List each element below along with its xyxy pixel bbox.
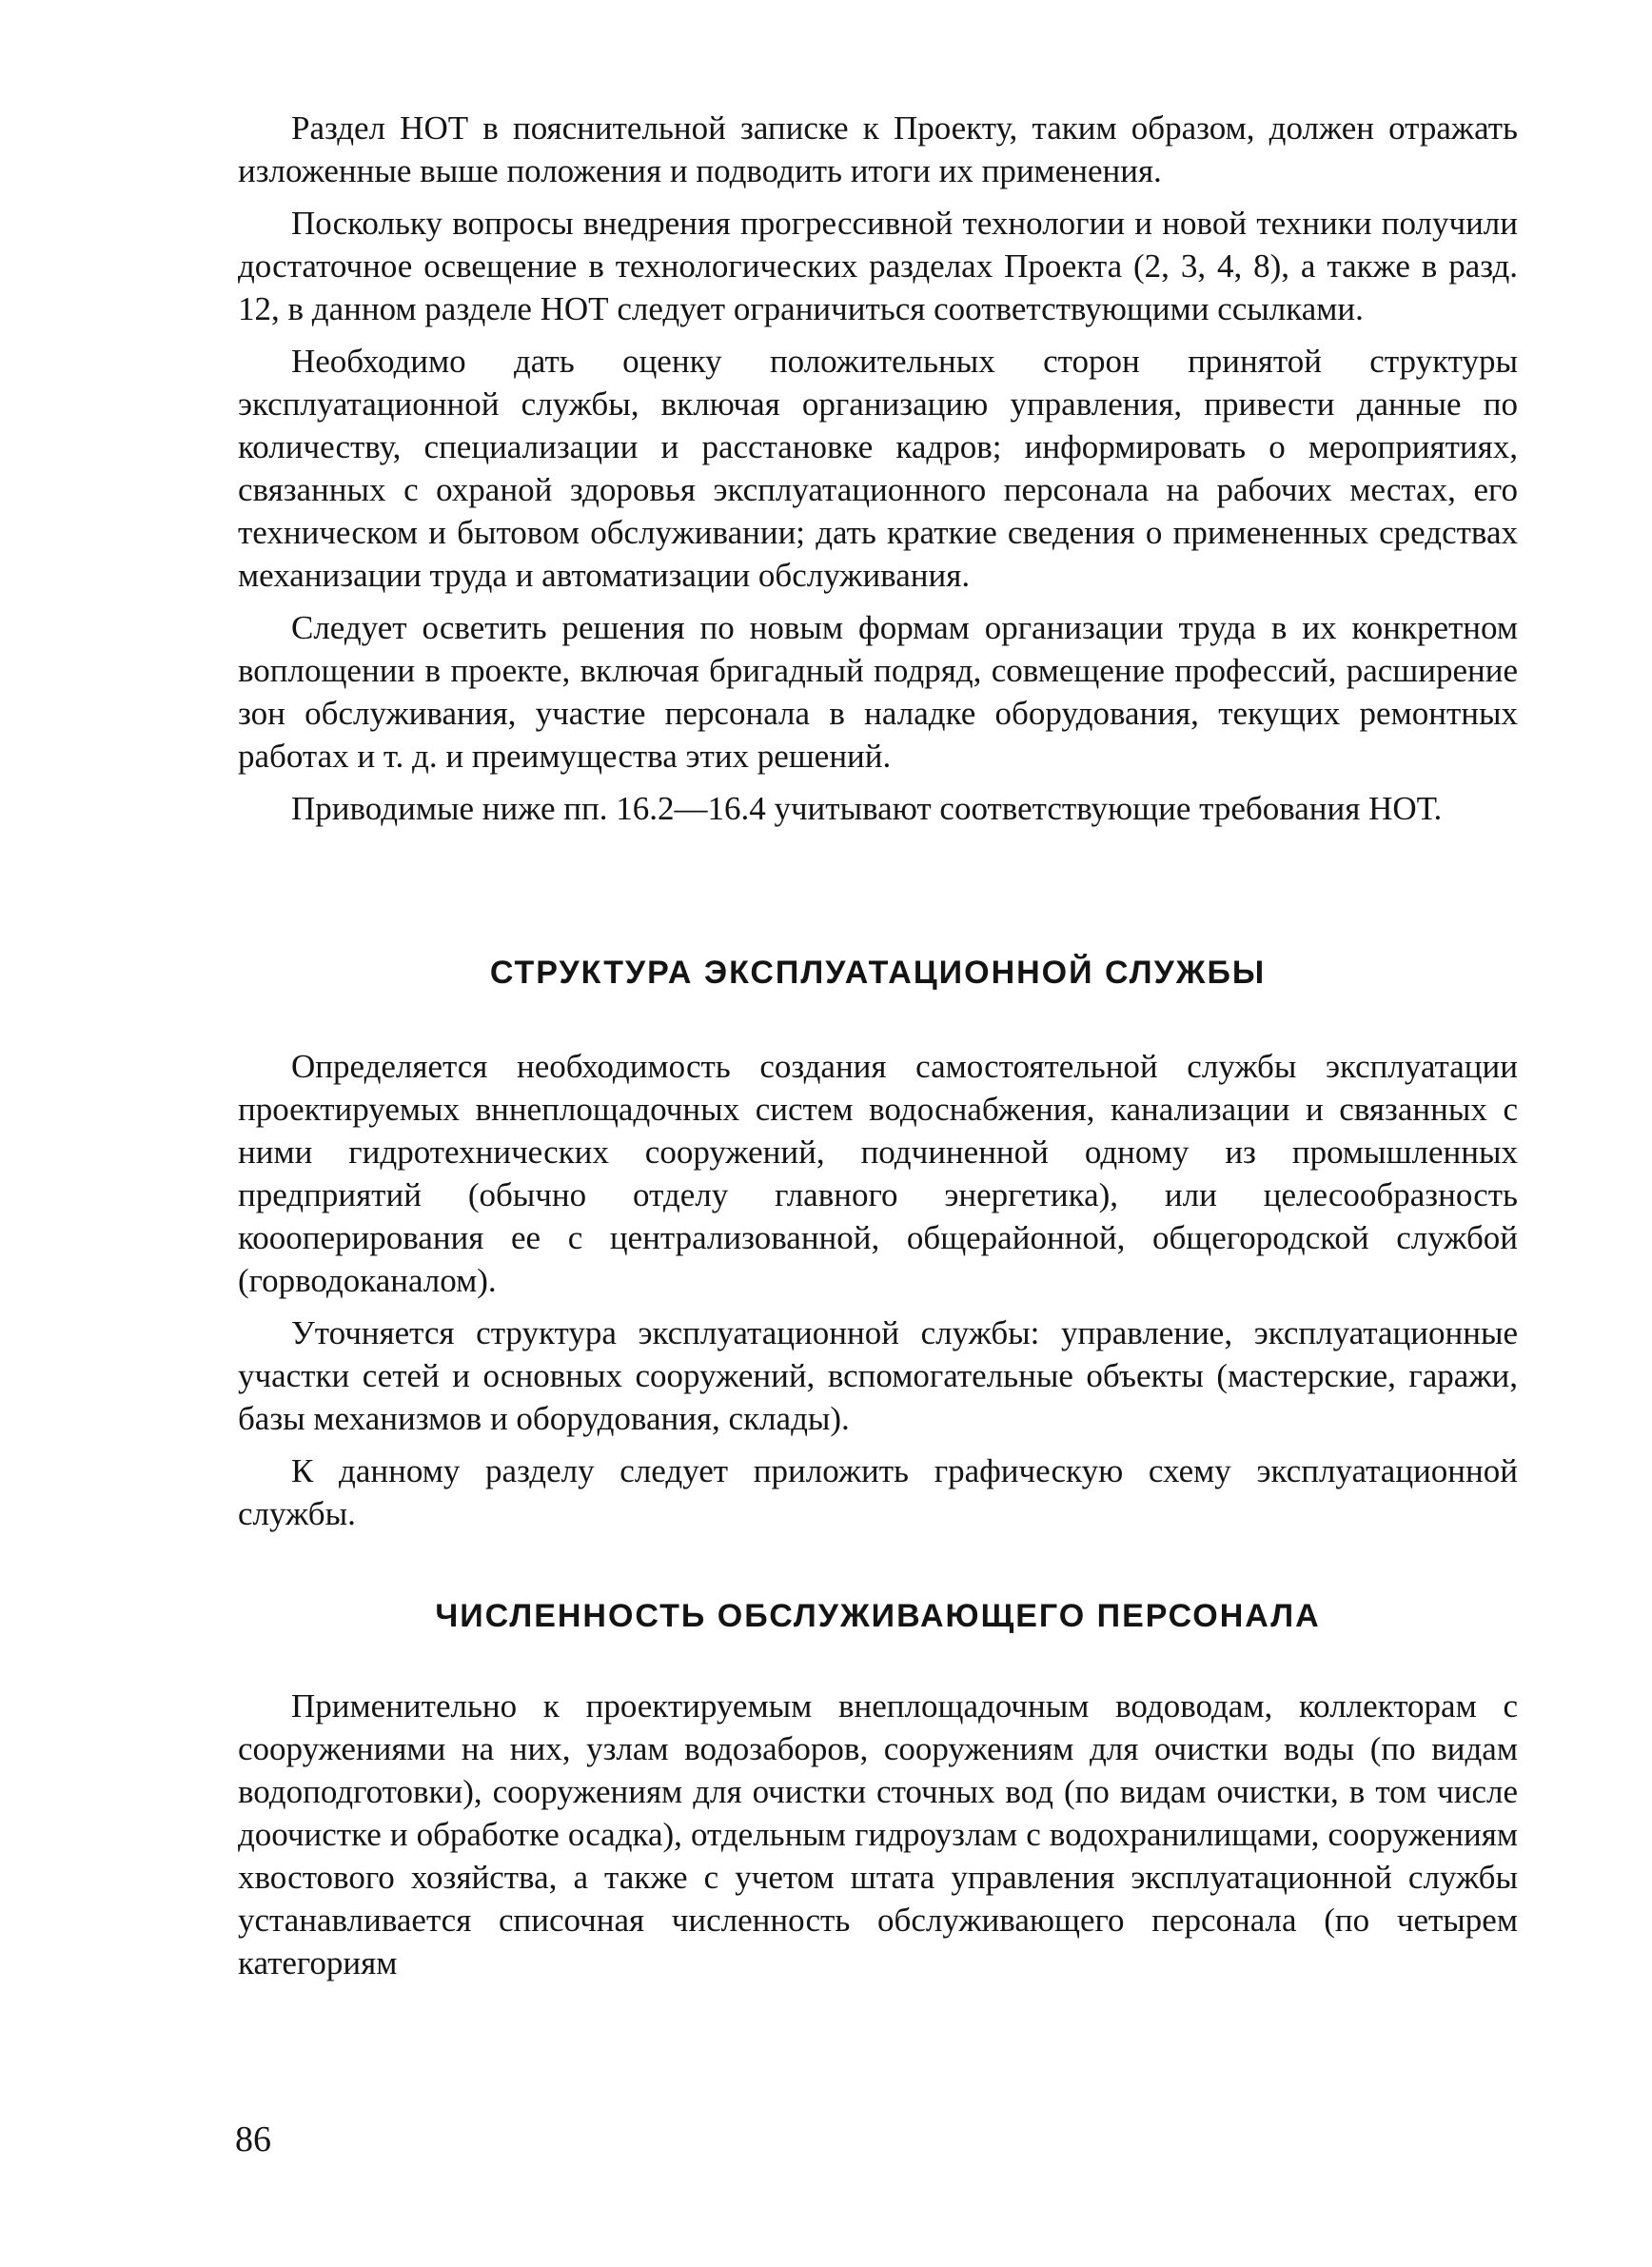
section-heading-staffing: ЧИСЛЕННОСТЬ ОБСЛУЖИВАЮЩЕГО ПЕРСОНАЛА [435, 1598, 1321, 1634]
intro-text-block [238, 107, 1518, 839]
staffing-text-block [238, 1685, 1518, 1994]
paragraph: Определяется необходимость создания самостоятельной службы эксплуатации проектируемых вннеплощадочных систем водоснабжения, канализации и связанных с ними гидротехнических сооружений, подчиненной одному из промышленных предприятий (обычно отделу главного энергетика), или целесообразность коооперирования ее с централизованной, общерайонной, общегородской службой (горводоканалом). [238, 1048, 1518, 1299]
paragraph: Уточняется структура эксплуатационной службы: управление, эксплуатационные участки сетей и основных сооружений, вспомогательные объекты (мастерские, гаражи, базы механизмов и оборудования, склады). [238, 1314, 1518, 1437]
paragraph: Раздел НОТ в пояснительной записке к Проекту, таким образом, должен отражать изложенные выше положения и подводить итоги их применения. [238, 109, 1518, 189]
paragraph: Применительно к проектируемым внеплощадочным водоводам, коллекторам с сооружениями на них, узлам водозаборов, сооружениям для очистки воды (по видам водоподготовки), сооружениям для очистки сточных вод (по видам очистки, в том числе доочистке и обработке осадка), отдельным гидроузлам с водохранилищами, сооружениям хвостового хозяйства, а также с учетом штата управления эксплуатационной службы устанавливается списочная численность обслуживающего персонала (по четырем категориям [238, 1687, 1518, 1981]
paragraph: Следует осветить решения по новым формам организации труда в их конкретном воплощении в проекте, включая бригадный подряд, совмещение профессий, расширение зон обслуживания, участие персонала в наладке оборудования, текущих ремонтных работах и т. д. и преимущества этих решений. [238, 609, 1518, 775]
paragraph: Необходимо дать оценку положительных сторон принятой структуры эксплуатационной службы, включая организацию управления, привести данные по количеству, специализации и расстановке кадров; информировать о мероприятиях, связанных с охраной здоровья эксплуатационного персонала на рабочих местах, его техническом и бытовом обслуживании; дать краткие сведения о примененных средствах механизации труда и автоматизации обслуживания. [238, 343, 1518, 594]
structure-text-block [238, 1045, 1518, 1545]
page-number: 86 [235, 2119, 271, 2159]
section-heading-structure: СТРУКТУРА ЭКСПЛУАТАЦИОННОЙ СЛУЖБЫ [489, 955, 1267, 991]
paragraph: К данному разделу следует приложить графическую схему эксплуатационной службы. [238, 1452, 1518, 1532]
paragraph: Приводимые ниже пп. 16.2—16.4 учитывают соответствующие требования НОТ. [291, 790, 1443, 827]
paragraph: Поскольку вопросы внедрения прогрессивной технологии и новой техники получили достаточное освещение в технологических разделах Проекта (2, 3, 4, 8), а также в разд. 12, в данном разделе НОТ следует ограничиться соответствующими ссылками. [238, 205, 1518, 327]
